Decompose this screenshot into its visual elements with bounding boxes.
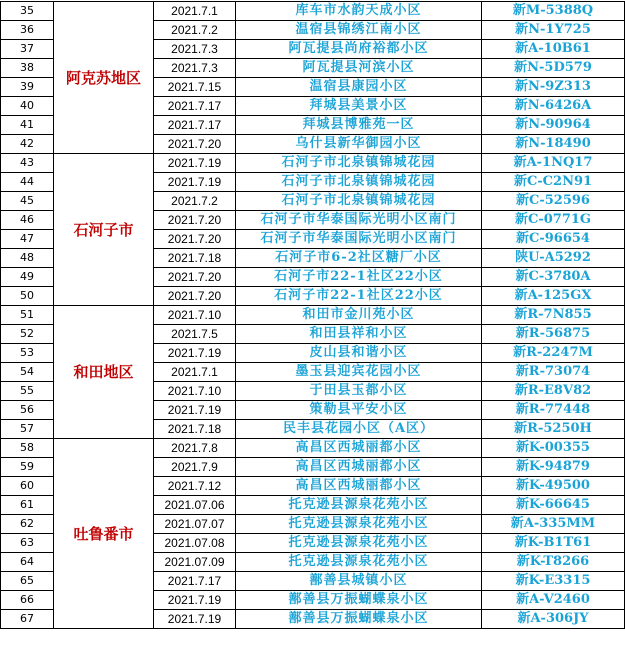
location-cell: 鄯善县万振蝴蝶泉小区 <box>236 610 482 629</box>
row-number: 40 <box>1 97 54 116</box>
date-cell: 2021.07.06 <box>154 496 236 515</box>
date-cell: 2021.7.19 <box>154 591 236 610</box>
region-name: 阿克苏地区 <box>54 2 154 154</box>
table-row <box>1 2 625 21</box>
plate-cell: 新K-49500 <box>482 477 625 496</box>
date-cell: 2021.7.8 <box>154 439 236 458</box>
date-cell: 2021.7.20 <box>154 135 236 154</box>
location-cell: 和田市金川苑小区 <box>236 306 482 325</box>
location-cell: 温宿县锦绣江南小区 <box>236 21 482 40</box>
date-cell: 2021.7.18 <box>154 249 236 268</box>
plate-cell: 新K-B1T61 <box>482 534 625 553</box>
date-cell: 2021.7.5 <box>154 325 236 344</box>
plate-cell: 新A-1NQ17 <box>482 154 625 173</box>
location-cell: 石河子市22-1社区22小区 <box>236 287 482 306</box>
location-cell: 高昌区西城丽都小区 <box>236 458 482 477</box>
date-cell: 2021.7.19 <box>154 154 236 173</box>
date-cell: 2021.7.17 <box>154 572 236 591</box>
date-cell: 2021.7.17 <box>154 97 236 116</box>
row-number: 57 <box>1 420 54 439</box>
location-cell: 和田县祥和小区 <box>236 325 482 344</box>
location-cell: 皮山县和谐小区 <box>236 344 482 363</box>
row-number: 42 <box>1 135 54 154</box>
plate-cell: 新A-10B61 <box>482 40 625 59</box>
date-cell: 2021.7.19 <box>154 173 236 192</box>
row-number: 35 <box>1 2 54 21</box>
plate-cell: 新R-7N855 <box>482 306 625 325</box>
location-cell: 石河子市北泉镇锦城花园 <box>236 192 482 211</box>
row-number: 43 <box>1 154 54 173</box>
location-cell: 石河子市北泉镇锦城花园 <box>236 154 482 173</box>
row-number: 38 <box>1 59 54 78</box>
location-cell: 阿瓦提县河滨小区 <box>236 59 482 78</box>
location-cell: 库车市水韵天成小区 <box>236 2 482 21</box>
location-cell: 鄯善县城镇小区 <box>236 572 482 591</box>
row-number: 56 <box>1 401 54 420</box>
row-number: 55 <box>1 382 54 401</box>
plate-cell: 新K-94879 <box>482 458 625 477</box>
location-cell: 石河子市华泰国际光明小区南门 <box>236 211 482 230</box>
plate-cell: 新C-C2N91 <box>482 173 625 192</box>
plate-cell: 新N-18490 <box>482 135 625 154</box>
row-number: 41 <box>1 116 54 135</box>
row-number: 63 <box>1 534 54 553</box>
row-number: 47 <box>1 230 54 249</box>
location-cell: 墨玉县迎宾花园小区 <box>236 363 482 382</box>
row-number: 48 <box>1 249 54 268</box>
location-cell: 鄯善县万振蝴蝶泉小区 <box>236 591 482 610</box>
location-cell: 高昌区西城丽都小区 <box>236 477 482 496</box>
location-cell: 策勒县平安小区 <box>236 401 482 420</box>
date-cell: 2021.7.2 <box>154 21 236 40</box>
date-cell: 2021.7.10 <box>154 382 236 401</box>
date-cell: 2021.7.3 <box>154 40 236 59</box>
plate-cell: 新C-96654 <box>482 230 625 249</box>
row-number: 46 <box>1 211 54 230</box>
row-number: 52 <box>1 325 54 344</box>
row-number: 45 <box>1 192 54 211</box>
plate-cell: 新M-5388Q <box>482 2 625 21</box>
location-cell: 阿瓦提县尚府裕都小区 <box>236 40 482 59</box>
row-number: 58 <box>1 439 54 458</box>
location-cell: 温宿县康园小区 <box>236 78 482 97</box>
date-cell: 2021.7.19 <box>154 610 236 629</box>
plate-cell: 新K-T8266 <box>482 553 625 572</box>
row-number: 61 <box>1 496 54 515</box>
date-cell: 2021.7.15 <box>154 78 236 97</box>
location-cell: 石河子市22-1社区22小区 <box>236 268 482 287</box>
plate-cell: 陕U-A5292 <box>482 249 625 268</box>
plate-cell: 新R-77448 <box>482 401 625 420</box>
location-cell: 石河子市北泉镇锦城花园 <box>236 173 482 192</box>
row-number: 62 <box>1 515 54 534</box>
row-number: 65 <box>1 572 54 591</box>
location-cell: 民丰县花园小区（A区） <box>236 420 482 439</box>
plate-cell: 新N-5D579 <box>482 59 625 78</box>
table-row <box>1 306 625 325</box>
location-cell: 石河子市华泰国际光明小区南门 <box>236 230 482 249</box>
row-number: 36 <box>1 21 54 40</box>
row-number: 66 <box>1 591 54 610</box>
row-number: 37 <box>1 40 54 59</box>
row-number: 51 <box>1 306 54 325</box>
plate-cell: 新A-306JY <box>482 610 625 629</box>
date-cell: 2021.7.19 <box>154 401 236 420</box>
plate-cell: 新N-9Z313 <box>482 78 625 97</box>
plate-cell: 新A-V2460 <box>482 591 625 610</box>
date-cell: 2021.07.09 <box>154 553 236 572</box>
date-cell: 2021.7.19 <box>154 344 236 363</box>
row-number: 64 <box>1 553 54 572</box>
plate-cell: 新R-2247M <box>482 344 625 363</box>
plate-cell: 新R-56875 <box>482 325 625 344</box>
row-number: 49 <box>1 268 54 287</box>
date-cell: 2021.7.1 <box>154 2 236 21</box>
plate-cell: 新K-E3315 <box>482 572 625 591</box>
date-cell: 2021.7.2 <box>154 192 236 211</box>
date-cell: 2021.07.07 <box>154 515 236 534</box>
row-number: 67 <box>1 610 54 629</box>
location-cell: 拜城县博雅苑一区 <box>236 116 482 135</box>
date-cell: 2021.07.08 <box>154 534 236 553</box>
date-cell: 2021.7.9 <box>154 458 236 477</box>
plate-cell: 新N-90964 <box>482 116 625 135</box>
plate-cell: 新C-3780A <box>482 268 625 287</box>
row-number: 44 <box>1 173 54 192</box>
location-cell: 拜城县美景小区 <box>236 97 482 116</box>
plate-cell: 新A-335MM <box>482 515 625 534</box>
plate-cell: 新K-00355 <box>482 439 625 458</box>
plate-cell: 新K-66645 <box>482 496 625 515</box>
row-number: 50 <box>1 287 54 306</box>
date-cell: 2021.7.20 <box>154 211 236 230</box>
row-number: 54 <box>1 363 54 382</box>
date-cell: 2021.7.20 <box>154 268 236 287</box>
plate-cell: 新N-1Y725 <box>482 21 625 40</box>
row-number: 60 <box>1 477 54 496</box>
plate-cell: 新C-52596 <box>482 192 625 211</box>
vehicle-location-table <box>0 1 625 629</box>
date-cell: 2021.7.1 <box>154 363 236 382</box>
location-cell: 乌什县新华御园小区 <box>236 135 482 154</box>
date-cell: 2021.7.18 <box>154 420 236 439</box>
date-cell: 2021.7.17 <box>154 116 236 135</box>
table-body <box>1 2 625 629</box>
region-name: 和田地区 <box>54 306 154 439</box>
region-name: 吐鲁番市 <box>54 439 154 629</box>
plate-cell: 新A-125GX <box>482 287 625 306</box>
location-cell: 高昌区西城丽都小区 <box>236 439 482 458</box>
row-number: 59 <box>1 458 54 477</box>
location-cell: 托克逊县源泉花苑小区 <box>236 553 482 572</box>
date-cell: 2021.7.3 <box>154 59 236 78</box>
table-row <box>1 439 625 458</box>
location-cell: 石河子市6-2社区糖厂小区 <box>236 249 482 268</box>
location-cell: 托克逊县源泉花苑小区 <box>236 515 482 534</box>
location-cell: 托克逊县源泉花苑小区 <box>236 496 482 515</box>
plate-cell: 新C-0771G <box>482 211 625 230</box>
date-cell: 2021.7.10 <box>154 306 236 325</box>
date-cell: 2021.7.20 <box>154 230 236 249</box>
plate-cell: 新R-73074 <box>482 363 625 382</box>
date-cell: 2021.7.12 <box>154 477 236 496</box>
plate-cell: 新N-6426A <box>482 97 625 116</box>
location-cell: 于田县玉都小区 <box>236 382 482 401</box>
plate-cell: 新R-E8V82 <box>482 382 625 401</box>
region-name: 石河子市 <box>54 154 154 306</box>
table-row <box>1 154 625 173</box>
location-cell: 托克逊县源泉花苑小区 <box>236 534 482 553</box>
row-number: 39 <box>1 78 54 97</box>
date-cell: 2021.7.20 <box>154 287 236 306</box>
plate-cell: 新R-5250H <box>482 420 625 439</box>
row-number: 53 <box>1 344 54 363</box>
